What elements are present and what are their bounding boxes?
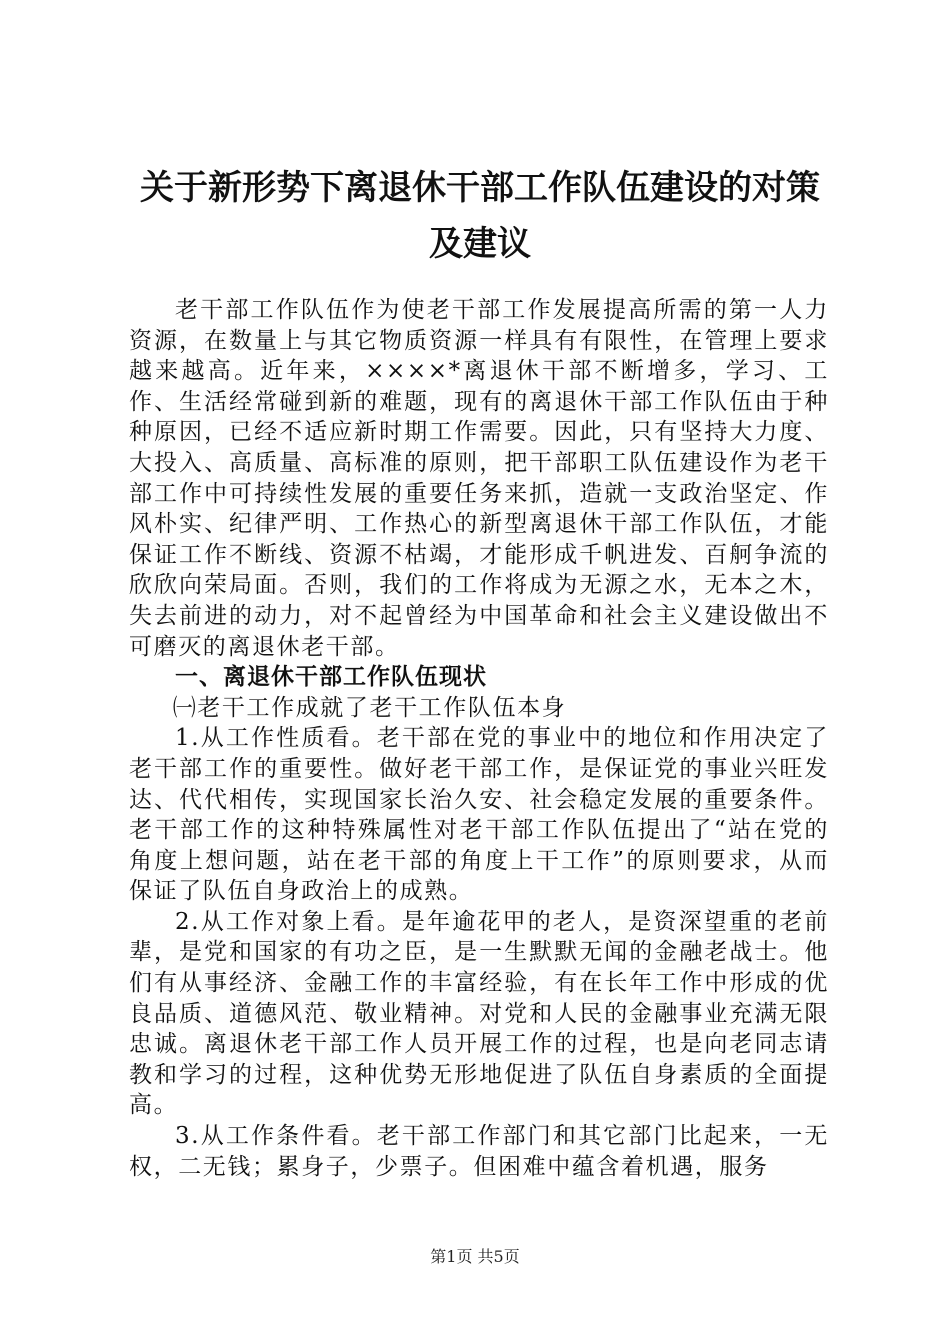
intro-paragraph: 老干部工作队伍作为使老干部工作发展提高所需的第一人力资源，在数量上与其它物质资源一样具有有限性，在管理上要求越来越高。近年来，××××*离退休干部不断增多，学习、工作、生活经常碰到新的难题，现有的离退休干部工作队伍由于种种原因，已经不适应新时期工作需要。因此，只有坚持大力度、大投入、高质量、高标准的原则，把干部职工队伍建设作为老干部工作中可持续性发展的重要任务来抓，造就一支政治坚定、作风朴实、纪律严明、工作热心的新型离退休干部工作队伍，才能保证工作不断线、资源不枯竭，才能形成千帆进发、百舸争流的欣欣向荣局面。否则，我们的工作将成为无源之水，无本之木，失去前进的动力，对不起曾经为中国革命和社会主义建设做出不可磨灭的离退休老干部。 bbox=[129, 297, 829, 660]
document-title-line-1: 关于新形势下离退休干部工作队伍建设的对策 bbox=[140, 168, 820, 208]
document-body bbox=[129, 295, 829, 1182]
section-heading-1: 一、离退休干部工作队伍现状 bbox=[175, 664, 487, 691]
subsection-heading-1: ㈠老干工作成就了老干工作队伍本身 bbox=[172, 694, 567, 721]
body-paragraph-3: 3.从工作条件看。老干部工作部门和其它部门比起来，一无权，二无钱；累身子，少票子。但困难中蕴含着机遇，服务 bbox=[129, 1123, 829, 1180]
document-title-line-2: 及建议 bbox=[429, 224, 531, 264]
body-paragraph-1: 1.从工作性质看。老干部在党的事业中的地位和作用决定了老干部工作的重要性。做好老干部工作，是保证党的事业兴旺发达、代代相传，实现国家长治久安、社会稳定发展的重要条件。老干部工作的这种特殊属性对老干部工作队伍提出了“站在党的角度上想问题，站在老干部的角度上干工作”的原则要求，从而保证了队伍自身政治上的成熟。 bbox=[129, 725, 829, 905]
body-paragraph-2: 2.从工作对象上看。是年逾花甲的老人，是资深望重的老前辈，是党和国家的有功之臣，是一生默默无闻的金融老战士。他们有从事经济、金融工作的丰富经验，有在长年工作中形成的优良品质、道德风范、敬业精神。对党和人民的金融事业充满无限忠诚。离退休老干部工作人员开展工作的过程，也是向老同志请教和学习的过程，这种优势无形地促进了队伍自身素质的全面提高。 bbox=[129, 908, 829, 1119]
page-number-footer: 第1页 共5页 bbox=[430, 1247, 520, 1266]
